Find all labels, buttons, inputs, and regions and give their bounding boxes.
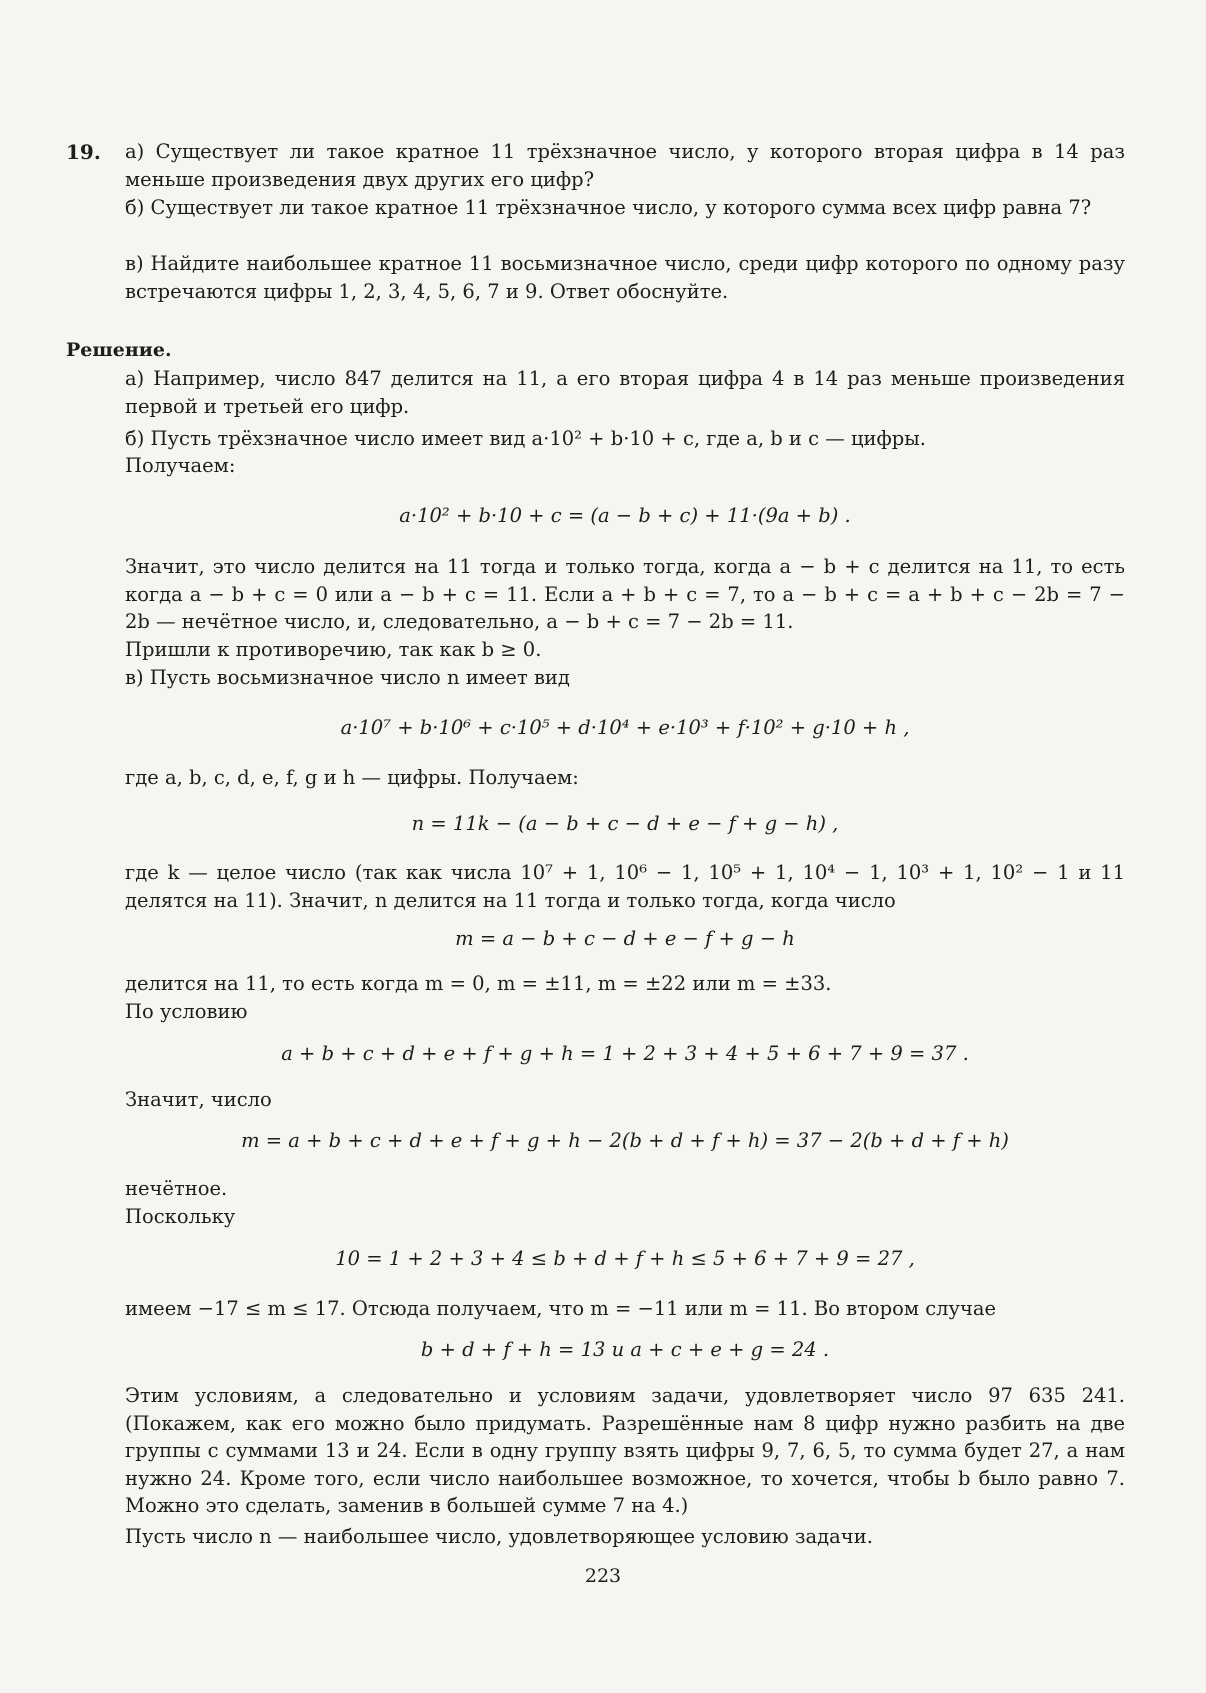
solution-b-contradiction: Пришли к противоречию, так как b ≥ 0. <box>125 638 542 661</box>
solution-c-intro: в) Пусть восьмизначное число n имеет вид <box>125 666 570 689</box>
solution-c-k: где k — целое число (так как числа 10⁷ + 1, 10⁶ − 1, 10⁵ + 1, 10⁴ − 1, 10³ + 1, 10² − 1 и 11 делятся на 11). Значит, n делится на 11 тогда и только тогда, когда число <box>125 861 1125 912</box>
problem-number: 19. <box>66 140 101 164</box>
formula-6: m = a + b + c + d + e + f + g + h − 2(b + d + f + h) = 37 − 2(b + d + f + h) <box>241 1129 1009 1152</box>
solution-c-where: где a, b, c, d, e, f, g и h — цифры. Получаем: <box>125 766 579 789</box>
solution-b-body: Значит, это число делится на 11 тогда и только тогда, когда a − b + c делится на 11, то есть когда a − b + c = 0 или a − b + c = 11. Если a + b + c = 7, то a − b + c = a + b + c − 2b = 7 − 2b — нечётное число, и, следовательно, a − b + c = 7 − 2b = 11. <box>125 555 1125 633</box>
page-number: 223 <box>584 1565 622 1587</box>
solution-c-odd: нечётное. <box>125 1177 228 1200</box>
solution-b-intro: б) Пусть трёхзначное число имеет вид a·10² + b·10 + c, где a, b и c — цифры. <box>125 427 926 450</box>
problem-part-a: а) Существует ли такое кратное 11 трёхзначное число, у которого вторая цифра в 14 раз меньше произведения двух других его цифр? <box>125 140 1125 191</box>
formula-4: m = a − b + c − d + e − f + g − h <box>455 927 795 950</box>
solution-c-since: Поскольку <box>125 1205 236 1228</box>
formula-1: a·10² + b·10 + c = (a − b + c) + 11·(9a + b) . <box>399 504 851 527</box>
problem-part-b: б) Существует ли такое кратное 11 трёхзначное число, у которого сумма всех цифр равна 7? <box>125 196 1092 219</box>
solution-c-so: Значит, число <box>125 1088 272 1111</box>
solution-c-div: делится на 11, то есть когда m = 0, m = ±11, m = ±22 или m = ±33. <box>125 972 832 995</box>
problem-part-c: в) Найдите наибольшее кратное 11 восьмизначное число, среди цифр которого по одному разу встречаются цифры 1, 2, 3, 4, 5, 6, 7 и 9. Ответ обоснуйте. <box>125 252 1125 303</box>
solution-c-range: имеем −17 ≤ m ≤ 17. Отсюда получаем, что m = −11 или m = 11. Во втором случае <box>125 1297 997 1320</box>
formula-5: a + b + c + d + e + f + g + h = 1 + 2 + 3 + 4 + 5 + 6 + 7 + 9 = 37 . <box>281 1042 969 1065</box>
solution-c-cond: По условию <box>125 1000 248 1023</box>
solution-c-satisfies: Этим условиям, а следовательно и условиям задачи, удовлетворяет число 97 635 241. (Покажем, как его можно было придумать. Разрешённые нам 8 цифр нужно разбить на две группы с суммами 13 и 24. Если в одну группу взять цифры 9, 7, 6, 5, то сумма будет 27, а нам нужно 24. Кроме того, если число наибольшее возможное, то хочется, чтобы b было равно 7. Можно это сделать, заменив в большей сумме 7 на 4.) <box>125 1384 1125 1517</box>
formula-7: 10 = 1 + 2 + 3 + 4 ≤ b + d + f + h ≤ 5 + 6 + 7 + 9 = 27 , <box>335 1247 915 1270</box>
formula-2: a·10⁷ + b·10⁶ + c·10⁵ + d·10⁴ + e·10³ + f·10² + g·10 + h , <box>340 716 910 739</box>
solution-heading: Решение. <box>66 339 172 361</box>
solution-c-last: Пусть число n — наибольшее число, удовлетворяющее условию задачи. <box>125 1525 873 1548</box>
solution-b-get: Получаем: <box>125 454 236 477</box>
formula-3: n = 11k − (a − b + c − d + e − f + g − h) , <box>411 812 839 835</box>
solution-a: а) Например, число 847 делится на 11, а его вторая цифра 4 в 14 раз меньше произведения первой и третьей его цифр. <box>125 367 1125 418</box>
formula-8: b + d + f + h = 13 и a + c + e + g = 24 . <box>420 1338 830 1361</box>
